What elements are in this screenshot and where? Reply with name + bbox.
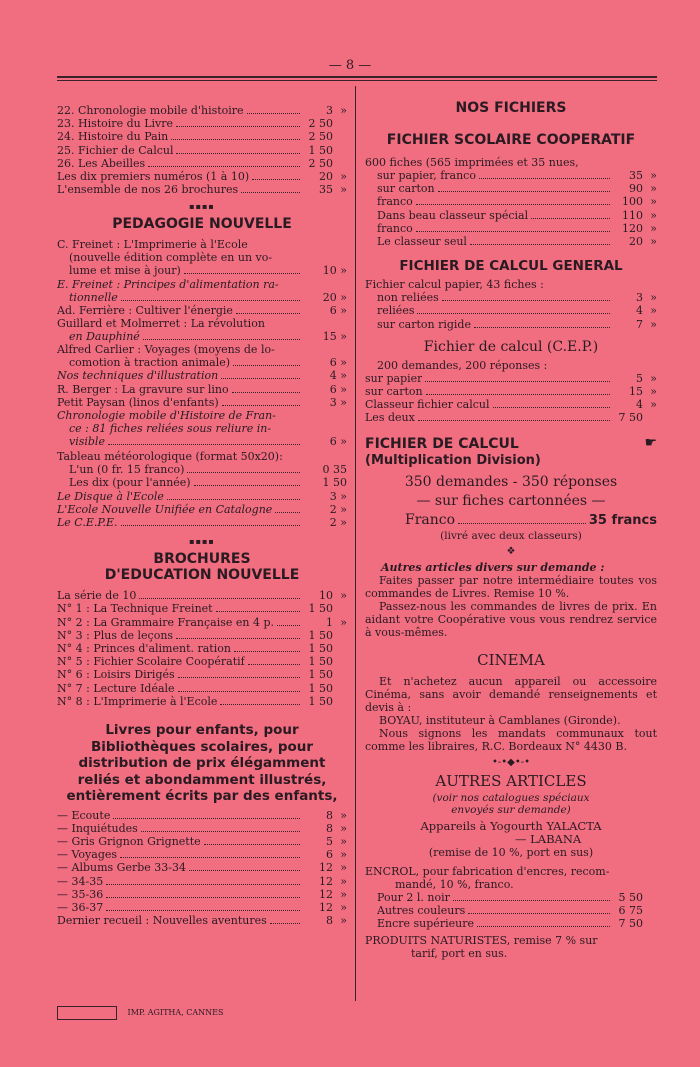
page-number: — 8 — (328, 58, 372, 73)
price-suffix: » (340, 615, 347, 629)
coop-title: FICHIER SCOLAIRE COOPERATIF (386, 132, 636, 148)
list-item (377, 917, 657, 930)
text-line: ce : 81 fiches reliées sous reliure in- (69, 422, 272, 436)
item-price: 12 (319, 861, 333, 875)
text-line: en Dauphiné (69, 330, 140, 344)
item-price: 35 (319, 183, 333, 197)
techniques-row (57, 369, 347, 382)
price-suffix: » (650, 208, 657, 222)
item-label: reliées (377, 304, 415, 318)
item-price: 7 50 (618, 411, 643, 425)
dot-leader (493, 407, 611, 408)
item-label: — Albums Gerbe 33-34 (57, 861, 186, 875)
cinema-text: Nous signons les mandats communaux tout comme les libraires, R.C. Bordeaux N° 4430 B. (365, 726, 657, 753)
dot-leader (270, 923, 300, 924)
list-item (57, 655, 347, 668)
price-suffix: » (650, 385, 657, 399)
price-suffix: » (340, 835, 347, 848)
item-price: 90 (629, 182, 643, 196)
item-price: 1 50 (308, 655, 333, 669)
brochures-subtitle: D'EDUCATION NOUVELLE (104, 567, 300, 584)
item-label: N° 7 : Lecture Idéale (57, 681, 175, 695)
item-label: N° 4 : Princes d'aliment. ration (57, 642, 231, 656)
encrol-line: mandé, 10 %, franco. (395, 877, 514, 891)
ornament-icon: •-•◆•-• (491, 756, 531, 768)
item-label: — 34-35 (57, 874, 104, 888)
encrol-list (365, 891, 657, 931)
text-line: Ad. Ferrière : Cultiver l'énergie (57, 303, 233, 317)
item-price: 35 (629, 169, 643, 182)
right-column (365, 100, 657, 961)
cinema-text: BOYAU, instituteur à Camblanes (Gironde). (379, 713, 621, 727)
item-label: N° 6 : Loisirs Dirigés (57, 668, 175, 682)
item-price: 120 (622, 221, 643, 235)
dot-leader (176, 126, 300, 127)
yogourth-line: — LABANA (515, 831, 582, 846)
price-suffix: » (650, 235, 657, 249)
divers-title: Autres articles divers sur demande : (381, 560, 605, 574)
cep-title: Fichier de calcul (C.E.P.) (423, 338, 599, 355)
dot-leader (216, 611, 300, 612)
list-item (57, 668, 347, 681)
text-line: (nouvelle édition complète en un vo- (69, 251, 273, 265)
list-item (377, 195, 657, 208)
item-price: 1 50 (308, 143, 333, 157)
dot-leader (178, 691, 300, 692)
price-suffix: » (650, 182, 657, 196)
dot-leader (417, 313, 610, 314)
dot-leader (171, 139, 300, 140)
text-line: Le C.E.P.E. (57, 516, 118, 530)
berger-row (57, 383, 347, 396)
item-price: 6 (326, 848, 333, 862)
list-item (377, 318, 657, 331)
item-price: 5 (636, 371, 643, 385)
dot-leader (148, 166, 300, 167)
price: 6 » (329, 382, 347, 396)
item-price: 8 (326, 914, 333, 928)
item-price: 15 (629, 385, 643, 399)
item-label: sur papier, franco (377, 169, 476, 182)
dot-leader (426, 394, 610, 395)
dot-leader (247, 113, 300, 114)
price: 2 » (329, 502, 347, 516)
list-item (377, 904, 657, 917)
item-price: 20 (629, 235, 643, 249)
price: 4 » (329, 369, 347, 383)
text-line: E. Freinet : Principes d'alimentation ra- (57, 277, 279, 291)
dot-leader (204, 844, 300, 845)
encrol-line: ENCROL, pour fabrication d'encres, recom- (365, 864, 610, 878)
dot-leader (531, 218, 610, 219)
dot-leader (425, 381, 610, 382)
dot-leader (176, 638, 300, 639)
list-item (377, 235, 657, 248)
item-label: sur carton (365, 385, 423, 399)
separator: ▪▪▪▪ (189, 202, 215, 212)
item-label: Les dix premiers numéros (1 à 10) (57, 170, 250, 184)
item-label: 26. Les Abeilles (57, 156, 146, 170)
item-price: 8 (326, 821, 333, 835)
dot-leader (474, 327, 610, 328)
text-line: Les dix (pour l'année) (69, 476, 191, 490)
list-item (57, 183, 347, 196)
text-line: R. Berger : La gravure sur lino (57, 382, 229, 396)
price-suffix: » (340, 170, 347, 184)
chronologie (57, 409, 347, 448)
item-label: N° 3 : Plus de leçons (57, 628, 174, 642)
item-price: 2 50 (308, 156, 333, 170)
list-item (57, 144, 347, 157)
item-label: franco (377, 221, 413, 235)
text-line: Nos techniques d'illustration (57, 369, 219, 383)
top-rule (57, 76, 657, 78)
livres-title: Livres pour enfants, pour Bibliothèques scolaires, pour distribution de prix élégamment reliés et abondamment illustrés, entièrement écrits par des enfants, (66, 722, 338, 805)
list-item (57, 861, 347, 874)
item-price: 2 50 (308, 117, 333, 131)
price: 10 » (322, 264, 347, 278)
item-price: 20 (319, 170, 333, 184)
text-line: C. Freinet : L'Imprimerie à l'Ecole (57, 238, 248, 252)
price-suffix: » (340, 861, 347, 875)
disque-row (57, 490, 347, 503)
item-label: N° 5 : Fichier Scolaire Coopératif (57, 655, 245, 669)
price-suffix: » (650, 371, 657, 385)
dot-leader (252, 179, 300, 180)
left-column (57, 104, 347, 927)
dot-leader (479, 178, 610, 179)
text-line: L'Ecole Nouvelle Unifiée en Catalogne (57, 502, 273, 516)
list-item (377, 222, 657, 235)
text-line: lume et mise à jour) (69, 264, 181, 278)
dot-leader (106, 884, 300, 885)
autres-subtitle: envoyés sur demande) (451, 803, 571, 816)
item-label: — Ecoute (57, 808, 111, 822)
dot-leader (248, 664, 300, 665)
price-suffix: » (340, 848, 347, 862)
text-line: Alfred Carlier : Voyages (moyens de lo- (57, 343, 275, 357)
column-divider (355, 86, 356, 1001)
list-item (57, 682, 347, 695)
text-line: Petit Paysan (linos d'enfants) (57, 395, 219, 409)
list-item (377, 291, 657, 304)
item-price: 1 50 (308, 642, 333, 656)
price-suffix: » (340, 104, 347, 117)
dot-leader (189, 870, 300, 871)
text-line: Guillard et Molmerret : La révolution (57, 317, 265, 331)
freinet-alimentation (57, 278, 347, 304)
yogourth-note: (remise de 10 %, port en sus) (428, 845, 594, 859)
dot-leader (438, 191, 610, 192)
text-line: visible (69, 435, 105, 449)
item-price: 12 (319, 901, 333, 915)
cep-list (365, 372, 657, 425)
price-suffix: » (340, 914, 347, 928)
divers-text: Passez-nous les commandes de livres de prix. En aidant votre Coopérative vous vous rendrez service à vous-mêmes. (365, 599, 657, 639)
price-suffix: » (340, 874, 347, 888)
list-item (365, 411, 657, 424)
item-label: sur carton (377, 182, 435, 196)
brochure-list-top (57, 104, 347, 196)
item-label: — 36-37 (57, 901, 104, 915)
cep-intro: 200 demandes, 200 réponses : (377, 358, 548, 372)
text-line: Le Disque à l'Ecole (57, 489, 164, 503)
list-item (57, 901, 347, 914)
list-item (57, 875, 347, 888)
item-label: — Voyages (57, 848, 118, 862)
pedagogie-title: PEDAGOGIE NOUVELLE (112, 216, 292, 233)
item-label: sur papier (365, 371, 423, 385)
list-item (57, 822, 347, 835)
dot-leader (470, 244, 610, 245)
list-item (57, 589, 347, 602)
list-item (57, 130, 347, 143)
price-suffix: » (340, 589, 347, 603)
catalogne-row (57, 503, 347, 516)
dot-leader (120, 857, 300, 858)
dot-leader (139, 598, 300, 599)
item-price: 110 (622, 208, 643, 222)
coop-intro: 600 fiches (565 imprimées et 35 nues, (365, 156, 579, 169)
item-price: 1 50 (308, 668, 333, 682)
item-price: 5 50 (618, 890, 643, 904)
price: 6 » (329, 303, 347, 317)
item-price: 8 (326, 808, 333, 822)
item-label: non reliées (377, 291, 439, 305)
list-item (57, 629, 347, 642)
item-label: 25. Fichier de Calcul (57, 143, 174, 157)
coop-list (365, 169, 657, 248)
text-line: comotion à traction animale) (69, 356, 231, 370)
yogourth-line: Appareils à Yogourth YALACTA (420, 818, 602, 833)
brochures-title: BROCHURES (153, 551, 251, 568)
price-suffix: » (340, 887, 347, 901)
cepe-row (57, 516, 347, 529)
calcul-list (365, 291, 657, 331)
price-suffix: » (340, 821, 347, 835)
mult-header (365, 435, 657, 469)
text-line: Tableau météorologique (format 50x20): (57, 450, 283, 464)
price-suffix: » (650, 304, 657, 318)
dot-leader (468, 913, 610, 914)
item-label: 23. Histoire du Livre (57, 117, 173, 131)
ornament-icon: ❖ (506, 545, 516, 557)
produits-line: PRODUITS NATURISTES, remise 7 % sur (365, 934, 598, 948)
printer-logo-icon (57, 1006, 117, 1020)
dot-leader (477, 926, 610, 927)
list-item (377, 304, 657, 317)
list-item (57, 642, 347, 655)
item-label: Dans beau classeur spécial (377, 208, 529, 222)
dot-leader (442, 300, 610, 301)
price-suffix: » (650, 169, 657, 182)
item-price: 3 (636, 291, 643, 305)
list-item (57, 157, 347, 170)
list-item (377, 891, 657, 904)
text-line: Chronologie mobile d'Histoire de Fran- (57, 409, 276, 423)
price-suffix: » (650, 221, 657, 235)
dot-leader (453, 900, 610, 901)
item-price: 7 50 (618, 917, 643, 931)
dot-leader (113, 818, 300, 819)
item-price: 7 (636, 317, 643, 331)
list-item (377, 182, 657, 195)
dot-leader (241, 192, 300, 193)
item-price: 4 (636, 304, 643, 318)
divers-text: Faites passer par notre intermédiaire toutes vos commandes de Livres. Remise 10 %. (365, 573, 657, 600)
item-label: N° 2 : La Grammaire Française en 4 p. (57, 615, 275, 629)
item-price: 1 (326, 615, 333, 629)
price: 3 » (329, 395, 347, 409)
cinema-title: CINEMA (477, 650, 545, 669)
autres-subtitle: (voir nos catalogues spéciaux (432, 791, 590, 804)
item-label: 22. Chronologie mobile d'histoire (57, 104, 244, 117)
mult-line: 350 demandes - 350 réponses (404, 473, 618, 490)
item-label: sur carton rigide (377, 317, 471, 331)
list-item (365, 398, 657, 411)
item-price: 12 (319, 874, 333, 888)
item-price: 5 (326, 835, 333, 848)
price: 0 35 (322, 463, 347, 477)
price-suffix: » (650, 398, 657, 412)
item-price: 100 (622, 195, 643, 209)
list-item (377, 209, 657, 222)
price: 3 » (329, 489, 347, 503)
cinema-text: Et n'achetez aucun appareil ou accessoire Cinéma, sans avoir demandé renseignements et devis à : (365, 674, 657, 714)
price-suffix: » (340, 808, 347, 822)
top-rule-thin (57, 80, 657, 81)
item-price: 4 (636, 398, 643, 412)
list-item (57, 104, 347, 117)
item-label: Le classeur seul (377, 235, 467, 249)
tableau-meteo (57, 450, 347, 489)
paysan-row (57, 396, 347, 409)
text-line: tionnelle (69, 290, 118, 304)
list-item (57, 602, 347, 615)
text-line: L'un (0 fr. 15 franco) (69, 463, 185, 477)
dot-leader (234, 651, 300, 652)
dot-leader (106, 897, 300, 898)
item-label: Dernier recueil : Nouvelles aventures (57, 914, 267, 928)
ferriere-row (57, 304, 347, 317)
dot-leader (178, 677, 300, 678)
dot-leader (277, 625, 300, 626)
list-item (57, 117, 347, 130)
item-price: 6 75 (618, 903, 643, 917)
item-label: franco (377, 195, 413, 209)
item-label: — 35-36 (57, 887, 104, 901)
price-suffix: » (340, 183, 347, 197)
dot-leader (416, 204, 610, 205)
item-price: 3 (326, 104, 333, 117)
pointing-hand-icon: ☛ (644, 434, 657, 451)
item-label: Encre supérieure (377, 917, 474, 931)
list-item (365, 372, 657, 385)
item-price: 1 50 (308, 602, 333, 616)
dot-leader (418, 420, 610, 421)
mult-franco-row (365, 511, 657, 530)
item-label: — Gris Grignon Grignette (57, 835, 201, 848)
item-label: Pour 2 l. noir (377, 890, 450, 904)
calcul-title: FICHIER DE CALCUL GENERAL (399, 258, 623, 275)
item-label: Autres couleurs (377, 903, 466, 917)
item-label: N° 1 : La Technique Freinet (57, 602, 213, 616)
printer-footer (57, 1006, 347, 1020)
dot-leader (416, 231, 610, 232)
produits-line: tarif, port en sus. (411, 947, 508, 961)
item-price: 1 50 (308, 628, 333, 642)
item-label: La série de 10 (57, 589, 137, 603)
mult-line: — sur fiches cartonnées — (416, 492, 606, 509)
mult-subtitle: (Multiplication Division) (365, 452, 541, 468)
price: 6 » (329, 356, 347, 370)
carlier (57, 343, 347, 369)
dot-leader (176, 153, 300, 154)
text-line: Franco (405, 511, 456, 528)
price: 2 » (329, 516, 347, 530)
item-label: N° 8 : L'Imprimerie à l'Ecole (57, 694, 218, 708)
dot-leader (106, 910, 300, 911)
price-suffix: » (650, 291, 657, 305)
list-item (377, 169, 657, 182)
dot-leader (220, 704, 300, 705)
item-price: 1 50 (308, 694, 333, 708)
separator: ▪▪▪▪ (189, 537, 215, 547)
price: 15 » (322, 330, 347, 344)
freinet-imprimerie (57, 238, 347, 277)
item-label: L'ensemble de nos 26 brochures (57, 183, 239, 197)
list-item (57, 914, 347, 927)
price-suffix: » (340, 901, 347, 915)
mult-note: (livré avec deux classeurs) (440, 529, 582, 542)
price: 6 » (329, 435, 347, 449)
calcul-intro: Fichier calcul papier, 43 fiches : (365, 278, 544, 292)
item-label: Les deux (365, 411, 415, 425)
list-item (57, 848, 347, 861)
autres-title: AUTRES ARTICLES (435, 771, 587, 790)
price: 20 » (322, 290, 347, 304)
list-item (57, 835, 347, 848)
list-item (57, 616, 347, 629)
price: 1 50 (322, 476, 347, 490)
printer-name: IMP. AGITHA, CANNES (127, 1008, 224, 1017)
item-label: — Inquiétudes (57, 821, 138, 835)
guillard (57, 317, 347, 343)
item-price: 1 50 (308, 681, 333, 695)
dot-leader (141, 831, 300, 832)
item-price: 2 50 (308, 130, 333, 144)
list-item (365, 385, 657, 398)
item-label: 24. Histoire du Pain (57, 130, 169, 144)
list-item (57, 888, 347, 901)
price-suffix: » (650, 195, 657, 209)
list-item (57, 809, 347, 822)
mult-title: FICHIER DE CALCUL (365, 435, 519, 452)
price-suffix: » (650, 317, 657, 331)
list-item (57, 695, 347, 708)
livres-list (57, 809, 347, 928)
item-label: Classeur fichier calcul (365, 398, 490, 412)
price: 35 francs (588, 512, 657, 528)
item-price: 10 (319, 589, 333, 603)
item-price: 12 (319, 887, 333, 901)
fichiers-title: NOS FICHIERS (455, 100, 567, 116)
list-item (57, 170, 347, 183)
brochures-list (57, 589, 347, 708)
